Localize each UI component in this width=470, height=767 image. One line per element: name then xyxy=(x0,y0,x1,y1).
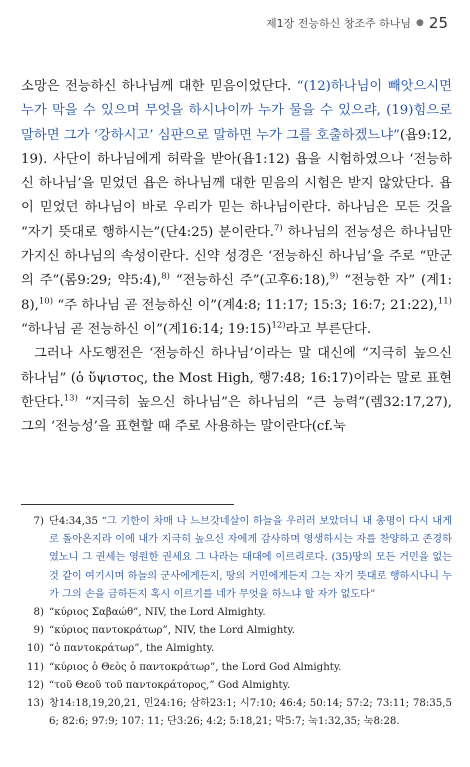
footnote-number: 7) xyxy=(33,516,44,527)
footnote-13 xyxy=(21,695,452,731)
text-span: “주 하나님 곧 전능하신 이”(계4:8; 11:17; 15:3; 16:7; 21:22), xyxy=(53,297,438,313)
text-span: “지극히 높으신 하나님”은 하나님의 “큰 능력”(렘32:17,27), 그의 ‘전능성’을 표현할 때 주로 사용하는 말이란다(cf.눅 xyxy=(21,394,452,435)
text-span: “전능하신 주”(고후6:18), xyxy=(169,273,330,289)
footnote-number: 10) xyxy=(27,643,44,655)
footnote-number: 12) xyxy=(27,679,44,691)
footnote-ref-12: 12) xyxy=(271,320,286,331)
footnote-7 xyxy=(21,513,452,604)
footnote-text: 단4:34,35 xyxy=(49,516,102,527)
paragraph-1 xyxy=(21,75,452,342)
text-span: 소망은 전능하신 하나님께 대한 믿음이었단다. xyxy=(21,79,297,94)
footnote-text: “κύριος παντοκράτωρ”, NIV, the Lord Almighty. xyxy=(49,625,296,637)
text-span: 라고 부른단다. xyxy=(285,321,372,337)
footnote-number: 8) xyxy=(33,607,44,619)
footnote-10 xyxy=(21,640,452,658)
footnote-quote: “그 기한이 차매 나 느브갓네살이 하늘을 우러러 보았더니 내 총명이 다시 내게로 돌아온지라 이에 내가 지극히 높으신 자에게 감사하며 영생하시는 자를 찬양하고 존경하였노니 그 권세는 영원한 권세요 그 나라는 대대에 이르리로다. (35)땅의 모든 거민을 없는 것 같이 여기시며 하늘의 군사에게든지, 땅의 거민에게든지 그는 자기 뜻대로 행하시나니 누가 그의 손을 금하든지 혹시 이르기를 네가 무엇을 하느냐 할 자가 없도다” xyxy=(49,516,452,600)
footnote-text: “τοῦ Θεοῦ τοῦ παντοκράτορος,” God Almighty. xyxy=(49,679,291,691)
footnote-text: “ὁ παντοκράτωρ”, the Almighty. xyxy=(49,643,215,655)
footnote-ref-10: 10) xyxy=(38,296,54,307)
text-span: “하나님 곧 전능하신 이”(계16:14; 19:15) xyxy=(21,321,272,337)
footnote-number: 13) xyxy=(27,698,44,710)
text-span: 하나님의 전능성은 하나님만 가지신 하나님의 속성이란다. 신약 성경은 ‘전능하신 하나님’을 주로 “만군의 주”(롬9:29; 약5:4), xyxy=(21,224,452,289)
page-number: 25 xyxy=(428,14,448,32)
footnote-8 xyxy=(21,604,452,622)
footnote-number: 11) xyxy=(27,661,44,673)
text-span: 그러나 사도행전은 ‘전능하신 하나님’이라는 말 대신에 “지극히 높으신 하나님” (ὁ ὕψιστος, the Most High, 행7:48; 16:17)이라는 말로 표현한단다. xyxy=(21,346,452,410)
footnote-text: 창14:18,19,20,21, 민24:16; 삼하23:1; 시7:10; 46:4; 50:14; 57:2; 73:11; 78:35,56; 82:6; 97:9; 107: 11; 단3:26; 4:2; 5:18,21; 막5:7; 눅1:32,35; 눅8:28. xyxy=(49,698,452,728)
footnote-11 xyxy=(21,659,452,677)
paragraph-2 xyxy=(21,342,452,439)
footnote-ref-11: 11) xyxy=(437,296,452,307)
footnote-9 xyxy=(21,622,452,640)
text-span: “전능한 자” (계1:8), xyxy=(21,273,452,313)
footnote-ref-8: 8) xyxy=(161,271,170,282)
footnote-number: 9) xyxy=(33,625,44,637)
bullet-dot-icon: ● xyxy=(416,18,424,28)
chapter-title: 제1장 전능하신 창조주 하나님 xyxy=(266,17,412,30)
running-header xyxy=(266,14,448,32)
footnote-12 xyxy=(21,677,452,695)
scripture-quote: “(12)하나님이 빼앗으시면 누가 막을 수 있으며 무엇을 하시나이까 누가 물을 수 있으랴, (19)힘으로 말하면 그가 ‘강하시고’ 심판으로 말하면 누가 그를 호출하겠느냐” xyxy=(21,79,452,143)
main-text xyxy=(21,75,452,439)
footnote-ref-7: 7) xyxy=(274,223,283,234)
footnote-ref-13: 13) xyxy=(63,393,78,404)
text-span: (욥9:12,19). 사단이 하나님에게 허락을 받아(욥1:12) 욥을 시험하였으나 ‘전능하신 하나님’을 믿었던 욥은 하나님께 대한 믿음의 시험은 받지 않았단다. 욥이 믿었던 하나님이 바로 우리가 믿는 하나님이란다. 하나님은 모든 것을 “자기 뜻대로 행하시는”(단4:25) 분이란다. xyxy=(21,127,452,240)
footnote-ref-9: 9) xyxy=(329,271,339,282)
footnote-text: “κύριος Σαβαώθ”, NIV, the Lord Almighty. xyxy=(49,607,266,619)
footnotes xyxy=(21,513,452,731)
footnote-text: “κύριος ὁ Θεὸς ὁ παντοκράτωρ”, the Lord God Almighty. xyxy=(49,661,342,673)
footnote-divider xyxy=(21,504,234,505)
